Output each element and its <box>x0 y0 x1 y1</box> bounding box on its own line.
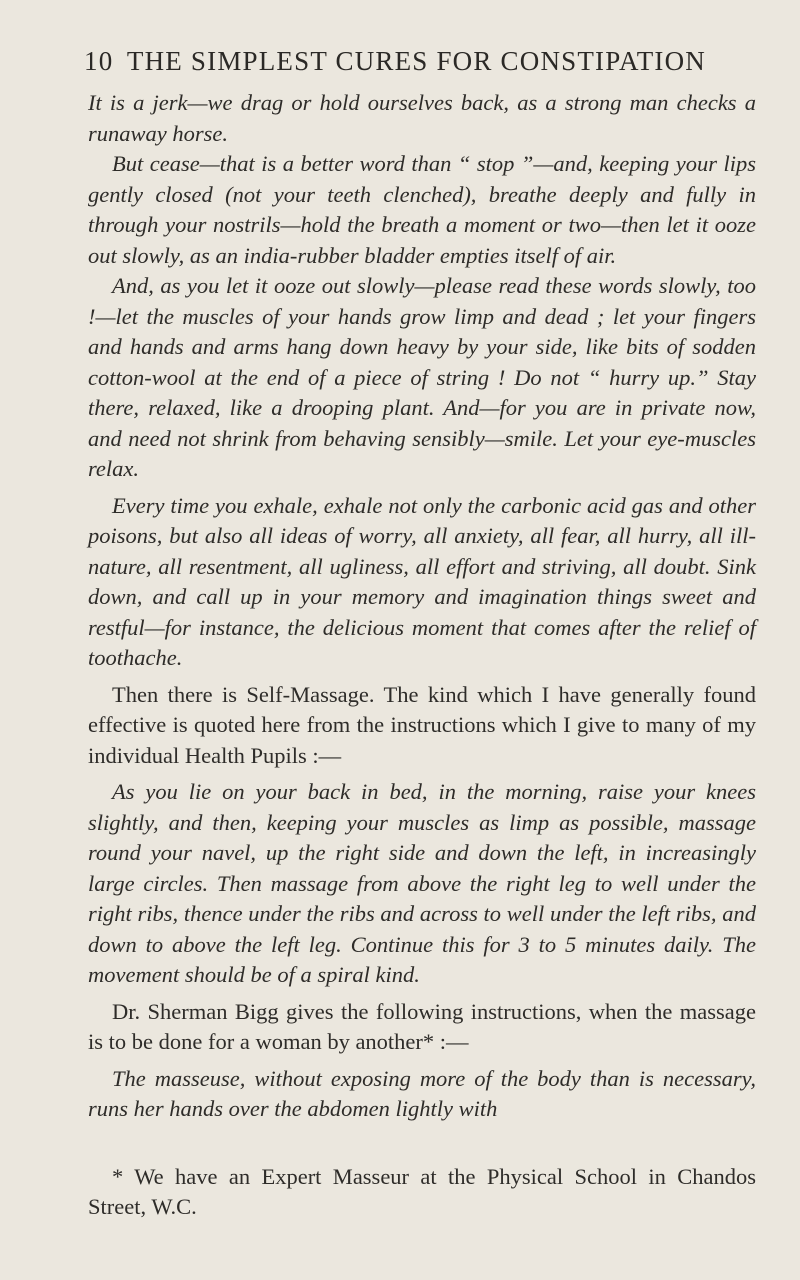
book-page <box>84 44 756 1125</box>
paragraph-4: Every time you exhale, exhale not only the carbonic acid gas and other poisons, but also all ideas of worry, all anxiety, all fear, all hurry, all ill-nature, all resentment, all ugliness, all effort and striving, all doubt. Sink down, and call up in your memory and imagination things sweet and restful—for instance, the delicious moment that comes after the relief of toothache. <box>88 492 756 670</box>
paragraph-1: It is a jerk—we drag or hold ourselves back, as a strong man checks a runaway horse. <box>88 90 756 146</box>
paragraph-6: As you lie on your back in bed, in the morning, raise your knees slightly, and then, keeping your muscles as limp as possible, massage round your navel, up the right side and down the left, in increasingly large circles. Then massage from above the right leg to well under the right ribs, thence under the ribs and across to well under the left ribs, and down to above the left leg. Continue this for 3 to 5 minutes daily. The movement should be of a spiral kind. <box>88 779 756 987</box>
running-title: THE SIMPLEST CURES FOR CONSTIPATION <box>126 46 706 76</box>
paragraph-2: But cease—that is a better word than “ stop ”—and, keeping your lips gently closed (not your teeth clenched), breathe deeply and fully in through your nostrils—hold the breath a moment or two—then let it ooze out slowly, as an india-rubber bladder empties itself of air. <box>88 151 756 268</box>
page-number: 10 <box>84 46 114 76</box>
running-header <box>84 44 756 78</box>
paragraph-8: The masseuse, without exposing more of the body than is necessary, runs her hands over the abdomen lightly with <box>88 1065 756 1121</box>
paragraph-5: Then there is Self-Massage. The kind which I have generally found effective is quoted here from the instructions which I give to many of my individual Health Pupils :— <box>88 681 756 768</box>
paragraph-3: And, as you let it ooze out slowly—please read these words slowly, too !—let the muscles of your hands grow limp and dead ; let your fingers and hands and arms hang down heavy by your side, like bits of sodden cotton-wool at the end of a piece of string ! Do not “ hurry up.” Stay there, relaxed, like a drooping plant. And—for you are in private now, and need not shrink from behaving sensibly—smile. Let your eye-muscles relax. <box>88 273 756 481</box>
footnote: * We have an Expert Masseur at the Physical School in Chandos Street, W.C. <box>88 1164 756 1219</box>
paragraph-7: Dr. Sherman Bigg gives the following instructions, when the massage is to be done for a woman by another* :— <box>88 998 756 1054</box>
